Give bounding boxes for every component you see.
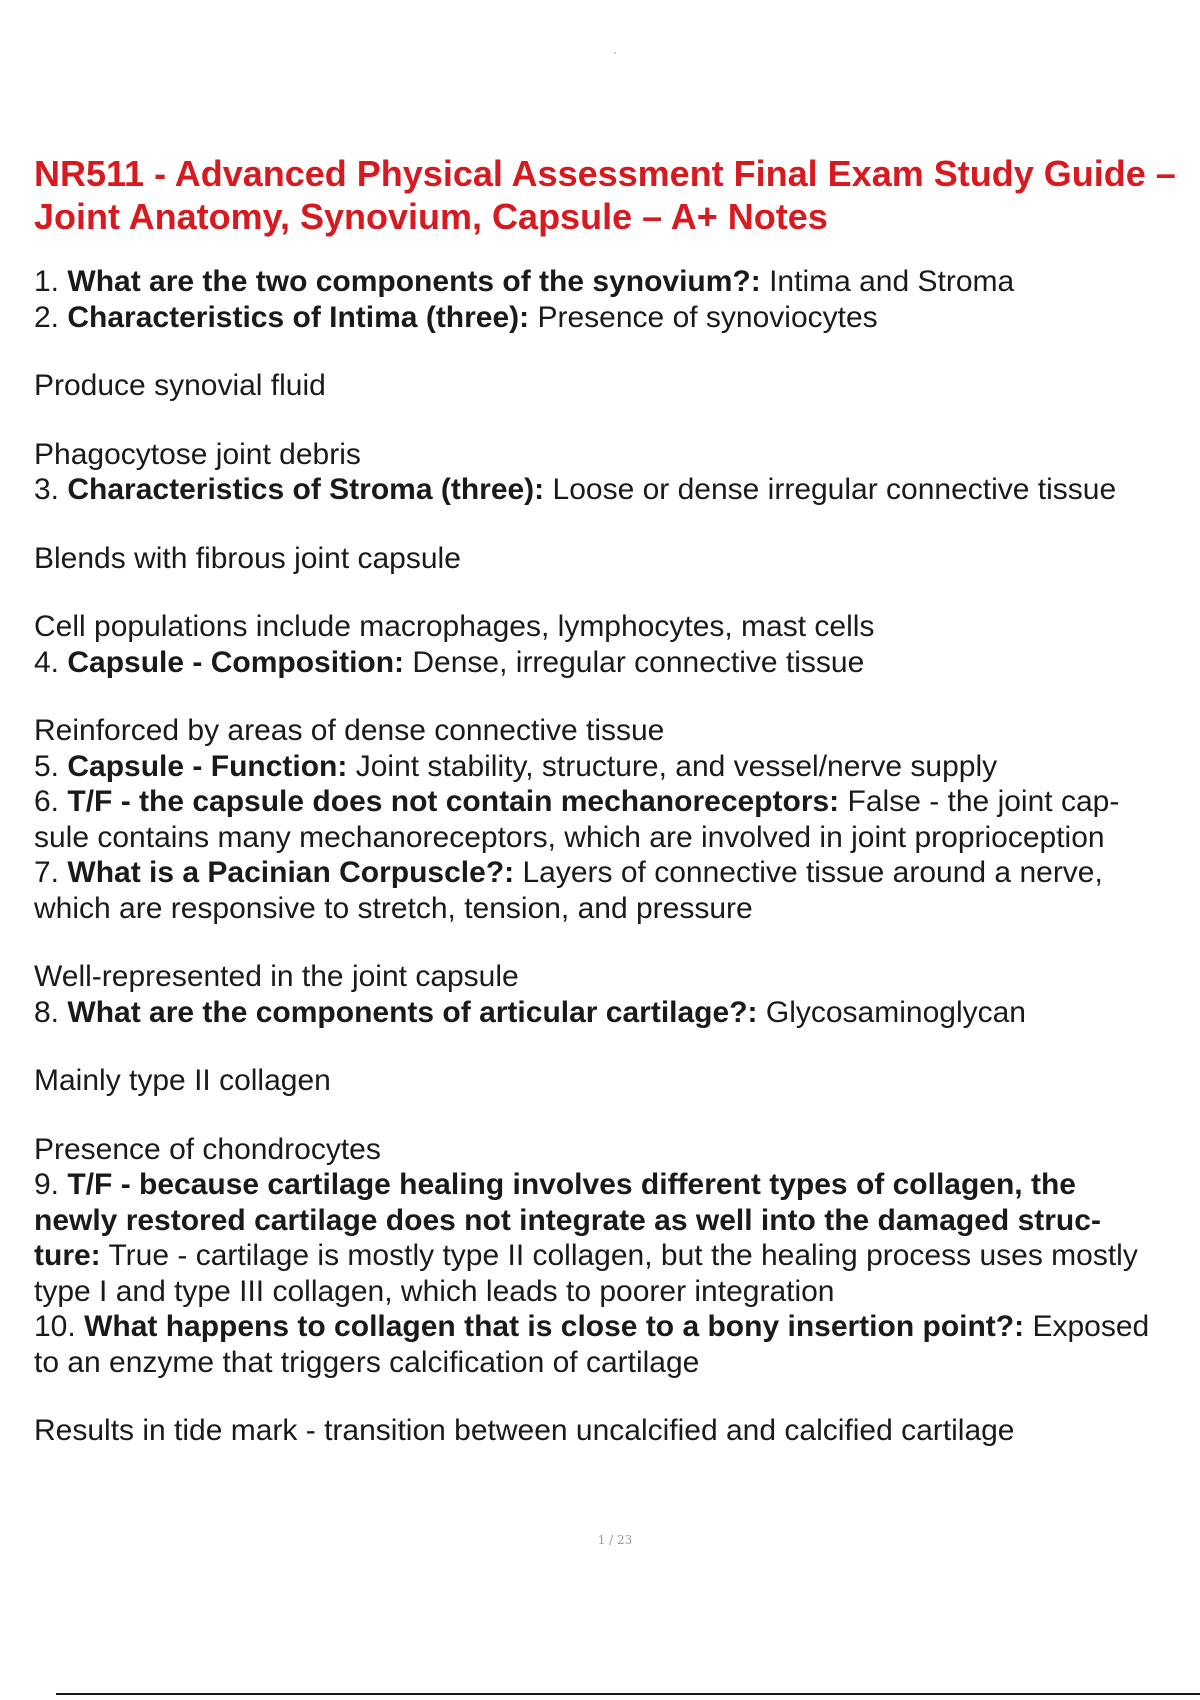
document-title: [34, 152, 1184, 238]
answer-text: Layers of connective tissue around a nerve,: [522, 856, 1103, 889]
question-2: [34, 300, 1184, 336]
question-9-answer: [34, 1238, 1184, 1274]
question-4: [34, 645, 1184, 681]
question-9: [34, 1167, 1184, 1203]
answer-detail: Presence of chondrocytes: [34, 1132, 381, 1166]
answer-continuation: which are responsive to stretch, tension, and pressure: [34, 891, 753, 925]
answer-text: False - the joint cap-: [847, 785, 1120, 818]
answer-text: Joint stability, structure, and vessel/nerve supply: [355, 749, 998, 783]
question-1: [34, 264, 1184, 300]
question-number: 3.: [34, 473, 60, 506]
question-text: Characteristics of Intima (three):: [67, 300, 530, 334]
answer-detail: Produce synovial fluid: [34, 369, 326, 402]
answer-continuation: to an enzyme that triggers calcification of cartilage: [34, 1345, 700, 1379]
question-text: Characteristics of Stroma (three):: [67, 473, 545, 506]
answer-detail: Reinforced by areas of dense connective tissue: [34, 714, 665, 747]
page-bottom-rule: [56, 1693, 1200, 1695]
answer-detail: Mainly type II collagen: [34, 1064, 331, 1097]
question-number: 4.: [34, 645, 60, 679]
question-8: [34, 995, 1184, 1031]
scan-speck: [614, 52, 616, 54]
question-10: [34, 1309, 1184, 1345]
study-guide-content: [34, 264, 1184, 1449]
answer-text: Loose or dense irregular connective tissue: [552, 473, 1117, 506]
question-text: T/F - because cartilage healing involves different types of collagen, the: [67, 1168, 1076, 1201]
question-5: [34, 749, 1184, 785]
answer-detail: Well-represented in the joint capsule: [34, 960, 519, 993]
question-number: 10.: [34, 1310, 76, 1343]
question-text: ture:: [34, 1239, 101, 1272]
question-number: 8.: [34, 995, 60, 1029]
answer-detail: Cell populations include macrophages, lymphocytes, mast cells: [34, 610, 875, 643]
question-number: 9.: [34, 1168, 60, 1201]
answer-text: Glycosaminoglycan: [765, 995, 1026, 1029]
answer-text: Presence of synoviocytes: [537, 300, 878, 334]
question-7: [34, 855, 1184, 891]
answer-continuation: type I and type III collagen, which leads to poorer integration: [34, 1274, 835, 1308]
question-text-continuation: newly restored cartilage does not integrate as well into the damaged struc-: [34, 1203, 1101, 1237]
question-text: Capsule - Function:: [67, 749, 348, 783]
title-line-1: NR511 - Advanced Physical Assessment Final Exam Study Guide –: [34, 153, 1176, 194]
answer-text: Intima and Stroma: [769, 265, 1015, 298]
question-6: [34, 784, 1184, 820]
question-text: T/F - the capsule does not contain mechanoreceptors:: [67, 785, 840, 818]
answer-detail: Blends with fibrous joint capsule: [34, 541, 461, 575]
answer-text: True - cartilage is mostly type II collagen, but the healing process uses mostly: [108, 1239, 1138, 1272]
question-text: What is a Pacinian Corpuscle?:: [67, 856, 515, 889]
question-text: What are the two components of the synovium?:: [67, 265, 761, 298]
question-number: 7.: [34, 856, 60, 889]
question-number: 2.: [34, 300, 60, 334]
question-number: 6.: [34, 785, 60, 818]
question-number: 5.: [34, 749, 60, 783]
answer-detail: Results in tide mark - transition between uncalcified and calcified cartilage: [34, 1414, 1015, 1447]
answer-continuation: sule contains many mechanoreceptors, which are involved in joint proprioception: [34, 820, 1105, 854]
answer-text: Dense, irregular connective tissue: [412, 645, 865, 679]
answer-detail: Phagocytose joint debris: [34, 437, 361, 471]
answer-text: Exposed: [1032, 1310, 1150, 1343]
question-number: 1.: [34, 265, 60, 298]
question-text: What are the components of articular cartilage?:: [67, 995, 758, 1029]
question-text: Capsule - Composition:: [67, 645, 405, 679]
question-3: [34, 472, 1184, 508]
question-text: What happens to collagen that is close to a bony insertion point?:: [84, 1310, 1025, 1343]
title-line-2: Joint Anatomy, Synovium, Capsule – A+ Notes: [34, 196, 828, 237]
page-number: 1 / 23: [597, 1533, 633, 1547]
